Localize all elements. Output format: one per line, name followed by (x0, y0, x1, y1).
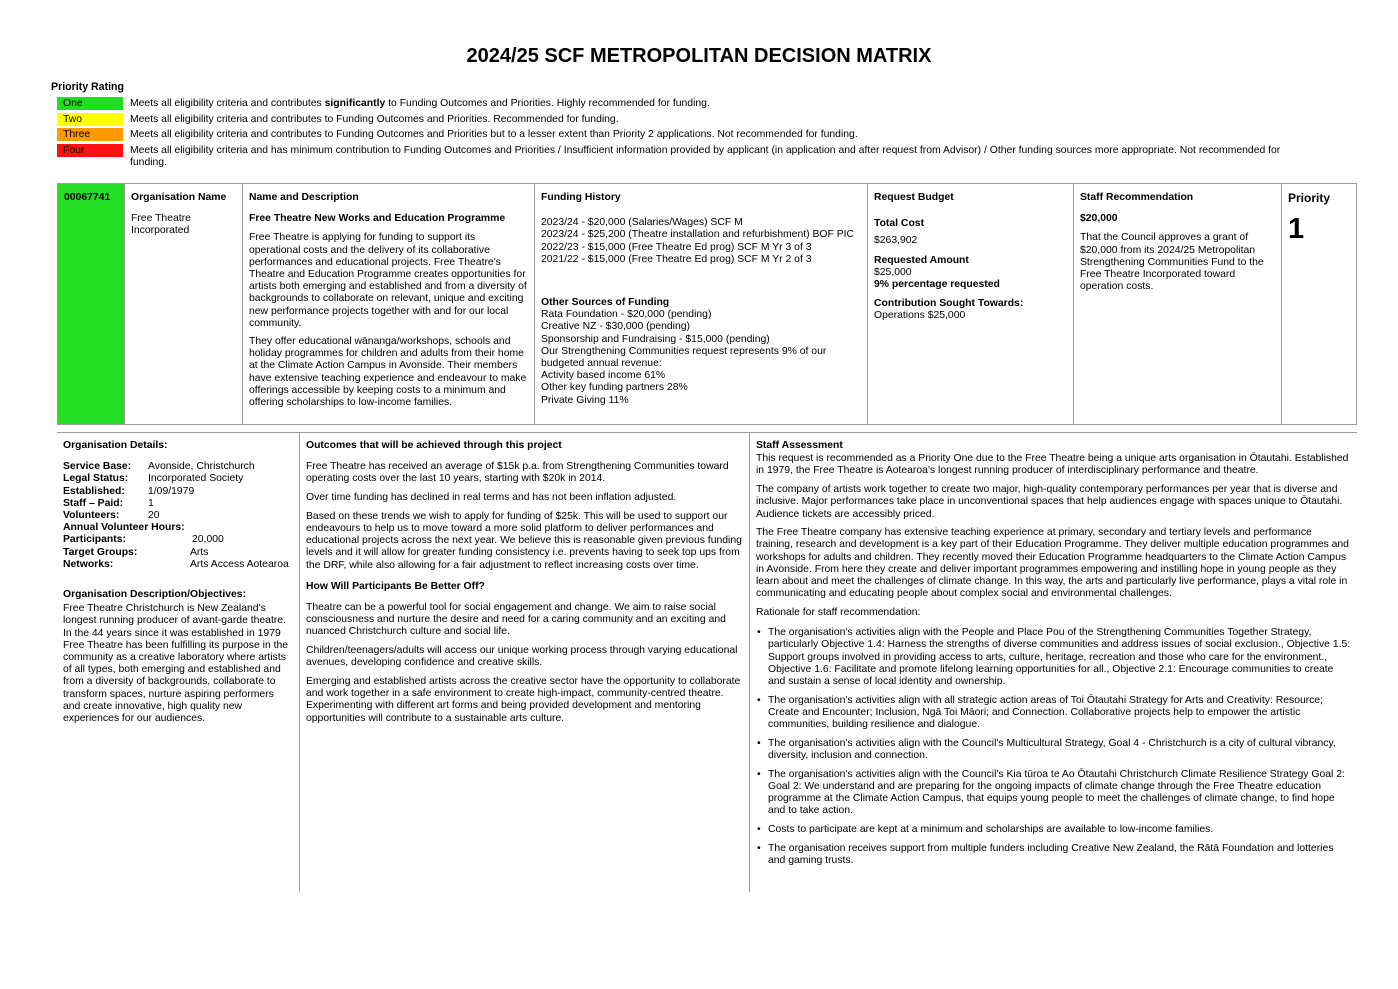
contribution-value: Operations $25,000 (874, 310, 966, 322)
priority-description-emphasis: significantly (324, 98, 386, 109)
staff-recommendation-heading: Staff Recommendation (1080, 192, 1194, 203)
service-base-value: Avonside, Christchurch (148, 461, 255, 473)
name-description-cell (243, 184, 535, 424)
other-source-item: Private Giving 11% (541, 394, 629, 406)
other-source-item: Our Strengthening Communities request represents 9% of our budgeted annual revenue: (541, 345, 827, 370)
organisation-description-heading: Organisation Description/Objectives: (63, 589, 247, 601)
outcomes-column (300, 433, 750, 892)
staff-assessment-paragraph: This request is recommended as a Priority One due to the Free Theatre being a unique arts organisation in Ōtautahi. Established in 1979, the Free Theatre is Aotearoa's longest running producer of interdisciplinary performance and theatre. (756, 453, 1349, 477)
priority-swatch: One (57, 97, 123, 110)
priority-swatch: Two (57, 113, 123, 126)
organisation-details-column (57, 433, 300, 892)
organisation-name-heading: Organisation Name (131, 192, 227, 203)
priority-rating-row (57, 97, 1317, 110)
service-base-label: Service Base: (63, 461, 132, 473)
staff-recommendation-text: That the Council approves a grant of $20,000 from its 2024/25 Metropolitan Strengthening Communities Fund to the Free Theatre Incorporated toward operation costs. (1080, 232, 1264, 293)
outcomes-heading: Outcomes that will be achieved through this project (306, 440, 562, 451)
priority-description-text: Meets all eligibility criteria and contributes to Funding Outcomes and Priorities but to a lesser extent than Priority 2 applications. Not recommended for funding. (130, 129, 858, 141)
organisation-name-cell (125, 184, 243, 424)
volunteers-label: Volunteers: (63, 510, 120, 522)
name-description-heading: Name and Description (249, 192, 359, 203)
staff-assessment-column (750, 433, 1357, 892)
priority-rating-row (57, 113, 1317, 126)
rationale-list (756, 627, 1351, 867)
organisation-description: Free Theatre Christchurch is New Zealand's longest running producer of avant-garde theatre. In the 44 years since it was established in 1979 Free Theatre has been fulfilling its purpose in the community as a creative laboratory where artists of all types, both emerging and established and from a diversity of backgrounds, collaborate to transform spaces, nurture aspiring performers and create innovative, high quality new experiences for our audiences. (63, 603, 289, 725)
organisation-details-list (63, 461, 293, 571)
participants-paragraph: Emerging and established artists across the creative sector have the opportunity to collaborate and work together in a safe environment to create high-impact, community-centred theatre. Experimenting with different art forms and being provided development and mentoring opportunities will contribute to a sustainable arts culture. (306, 676, 741, 724)
participants-value: 20,000 (192, 534, 224, 546)
priority-rating-row (57, 128, 1317, 141)
request-budget-heading: Request Budget (874, 192, 954, 203)
priority-description-text: Meets all eligibility criteria and contributes to Funding Outcomes and Priorities. Recommended for funding. (130, 113, 619, 125)
outcomes-paragraph: Free Theatre has received an average of $15k p.a. from Strengthening Communities toward operating costs over the last 10 years, starting with $20k in 2014. (306, 461, 729, 485)
total-cost-heading: Total Cost (874, 218, 925, 230)
percentage-requested: 9% percentage requested (874, 279, 1000, 291)
staff-paid-label: Staff – Paid: (63, 497, 124, 509)
funding-history-list (541, 217, 861, 266)
application-id-cell (58, 184, 125, 424)
decision-matrix-row (57, 183, 1357, 425)
contribution-heading: Contribution Sought Towards: (874, 298, 1024, 310)
priority-description (123, 97, 710, 110)
established-value: 1/09/1979 (148, 485, 195, 497)
priority-description (123, 144, 1317, 169)
participants-better-off-heading: How Will Participants Be Better Off? (306, 580, 485, 592)
funding-history-cell (535, 184, 868, 424)
requested-amount-value: $25,000 (874, 266, 912, 278)
priority-heading: Priority (1288, 191, 1331, 205)
staff-recommendation-cell (1074, 184, 1282, 424)
priority-cell (1282, 184, 1356, 424)
priority-swatch: Three (57, 128, 123, 141)
networks-label: Networks: (63, 558, 114, 570)
rationale-label: Rationale for staff recommendation: (756, 606, 921, 618)
outcomes-paragraph: Over time funding has declined in real terms and has not been inflation adjusted. (306, 492, 677, 504)
participants-paragraph: Theatre can be a powerful tool for social engagement and change. We aim to raise social consciousness and nurture the desire and need for a caring community and an exciting and nuanced Christchurch culture and social life. (306, 602, 726, 638)
other-sources-list (541, 309, 861, 407)
rationale-item: • Costs to participate are kept at a minimum and scholarships are available to low-income families. (756, 824, 1351, 836)
priority-rating-row (57, 144, 1317, 169)
assessment-section (57, 432, 1357, 892)
staff-assessment-heading: Staff Assessment (756, 440, 843, 451)
legal-status-label: Legal Status: (63, 473, 129, 485)
staff-assessment-paragraph: The company of artists work together to create two major, high-quality contemporary performances per year that is diverse and inclusive. Major performances take place in unconventional spaces that help audiences engage with spaces unique to Ōtautahi. Audience tickets are accessibly priced. (756, 484, 1343, 520)
priority-rating-heading: Priority Rating (51, 81, 124, 93)
page-title: 2024/25 SCF METROPOLITAN DECISION MATRIX (466, 45, 932, 67)
total-cost-value: $263,902 (874, 235, 918, 247)
staff-paid-value: 1 (148, 497, 154, 509)
outcomes-paragraph: Based on these trends we wish to apply for funding of $25k. This will be used to support our endeavours to help us to move toward a more solid platform to deliver performances and educational projects across the next year. We believe this is reasonable given previous funding levels and it will allow for greater funding consistency i.e. prevents having to seek top ups from the DRF, while also allowing for a fair adjustment to reflect increasing costs over time. (306, 510, 742, 571)
funding-history-item: 2023/24 - $25,200 (Theatre installation and refurbishment) BOF PIC (541, 229, 855, 241)
project-description-2: They offer educational wānanga/workshops, schools and holiday programmes for children and adults from their home at the Climate Action Campus in Avonside. Their members have extensive teaching experience and endeavour to make offerings accessible by keeping costs to a minimum and offering scholarships to low-income families. (249, 336, 527, 409)
staff-recommendation-amount: $20,000 (1080, 213, 1118, 225)
request-budget-cell (868, 184, 1074, 424)
organisation-name: Free Theatre Incorporated (131, 213, 191, 237)
other-source-item: Sponsorship and Fundraising - $15,000 (pending) (541, 333, 770, 345)
other-source-item: Activity based income 61% (541, 370, 666, 382)
rationale-item: • The organisation receives support from multiple funders including Creative New Zealand, the Rātā Foundation and lotteries and gaming trusts. (756, 843, 1351, 867)
legal-status-value: Incorporated Society (148, 473, 244, 485)
application-id: 00067741 (64, 192, 111, 203)
other-sources-heading: Other Sources of Funding (541, 297, 670, 309)
funding-history-heading: Funding History (541, 192, 621, 203)
staff-assessment-paragraph: The Free Theatre company has extensive teaching experience at primary, secondary and tertiary levels and performance training, research and development is a key part of their Education Programme. They deliver multiple education programmes and workshops for adults and children. They recently moved their Education Programme headquarters to the Climate Action Campus in Avonside. From here they create and deliver important programmes empowering and instilling hope in young people as they learn about and meet the challenges of climate change. In this way, the arts and particularly live performance, plays a vital role in communicating and educating people about complex social and environmental challenges. (756, 527, 1349, 600)
organisation-details-heading: Organisation Details: (63, 440, 168, 451)
other-source-item: Creative NZ - $30,000 (pending) (541, 321, 691, 333)
rationale-item: • The organisation's activities align with the People and Place Pou of the Strengthening Communities Together Strategy, particularly Objective 1.4: Harness the strengths of diverse communities and address issues of social exclusion., Objective 1.5: Support groups involved in providing access to arts, culture, heritage, recreation and those who care for the environment., Objective 1.6: Facilitate and promote lifelong learning opportunities for all., Objective 2.1: Encourage communities to create and sustain a sense of local identity and ownership. (756, 627, 1351, 688)
requested-amount-heading: Requested Amount (874, 254, 969, 266)
other-source-item: Rata Foundation - $20,000 (pending) (541, 309, 712, 321)
priority-description-text: to Funding Outcomes and Priorities. Highly recommended for funding. (385, 98, 710, 109)
rationale-item: • The organisation's activities align with all strategic action areas of Toi Ōtautahi Strategy for Arts and Creativity: Resource; Create and Encounter; Inclusion, Ngā Toi Māori; and Connection. Collaborative projects help to empower the artistic communities, building resilience and dialogue. (756, 695, 1351, 732)
volunteer-hours-label: Annual Volunteer Hours: (63, 522, 185, 534)
target-groups-value: Arts (190, 546, 209, 558)
funding-history-item: 2022/23 - $15,000 (Free Theatre Ed prog) SCF M Yr 3 of 3 (541, 241, 812, 253)
participants-label: Participants: (63, 534, 126, 546)
rationale-item: • The organisation's activities align with the Council's Multicultural Strategy, Goal 4 - Christchurch is a city of cultural vibrancy, diversity, inclusion and connection. (756, 738, 1351, 762)
priority-rating-legend (57, 97, 1317, 172)
project-description-1: Free Theatre is applying for funding to support its operational costs and the delivery of its collaborative performances and educational projects. Free Theatre's Theatre and Education Programme creates opportunities for artists both emerging and established and from a diversity of backgrounds to collaborate on relevant, unique and exciting new performance projects together with and for our local community. (249, 232, 527, 329)
volunteers-value: 20 (148, 510, 160, 522)
participants-paragraph: Children/teenagers/adults will access our unique working process through varying educational avenues, developing confidence and creative skills. (306, 645, 738, 669)
project-title: Free Theatre New Works and Education Programme (249, 213, 506, 225)
priority-description (123, 113, 619, 126)
priority-value: 1 (1288, 213, 1305, 246)
priority-description (123, 128, 858, 141)
priority-description-text: Meets all eligibility criteria and contributes (130, 98, 325, 109)
funding-history-item: 2023/24 - $20,000 (Salaries/Wages) SCF M (541, 217, 743, 229)
funding-history-item: 2021/22 - $15,000 (Free Theatre Ed prog) SCF M Yr 2 of 3 (541, 253, 812, 265)
priority-description-text: Meets all eligibility criteria and has minimum contribution to Funding Outcomes and Priorities / Insufficient information provided by applicant (in application and after request from Advisor) / Other funding sources more appropriate. Not recommended for funding. (130, 145, 1281, 169)
networks-value: Arts Access Aotearoa (190, 558, 289, 570)
priority-swatch: Four (57, 144, 123, 157)
rationale-item: • The organisation's activities align with the Council's Kia tūroa te Ao Ōtautahi Christchurch Climate Resilience Strategy Goal 2: Goal 2: We understand and are preparing for the ongoing impacts of climate change through the Free Theatre education programme at the Climate Action Campus, that equips young people to meet the challenges of climate change, to find hope and to take action. (756, 769, 1351, 818)
established-label: Established: (63, 485, 125, 497)
target-groups-label: Target Groups: (63, 546, 138, 558)
other-source-item: Other key funding partners 28% (541, 382, 688, 394)
